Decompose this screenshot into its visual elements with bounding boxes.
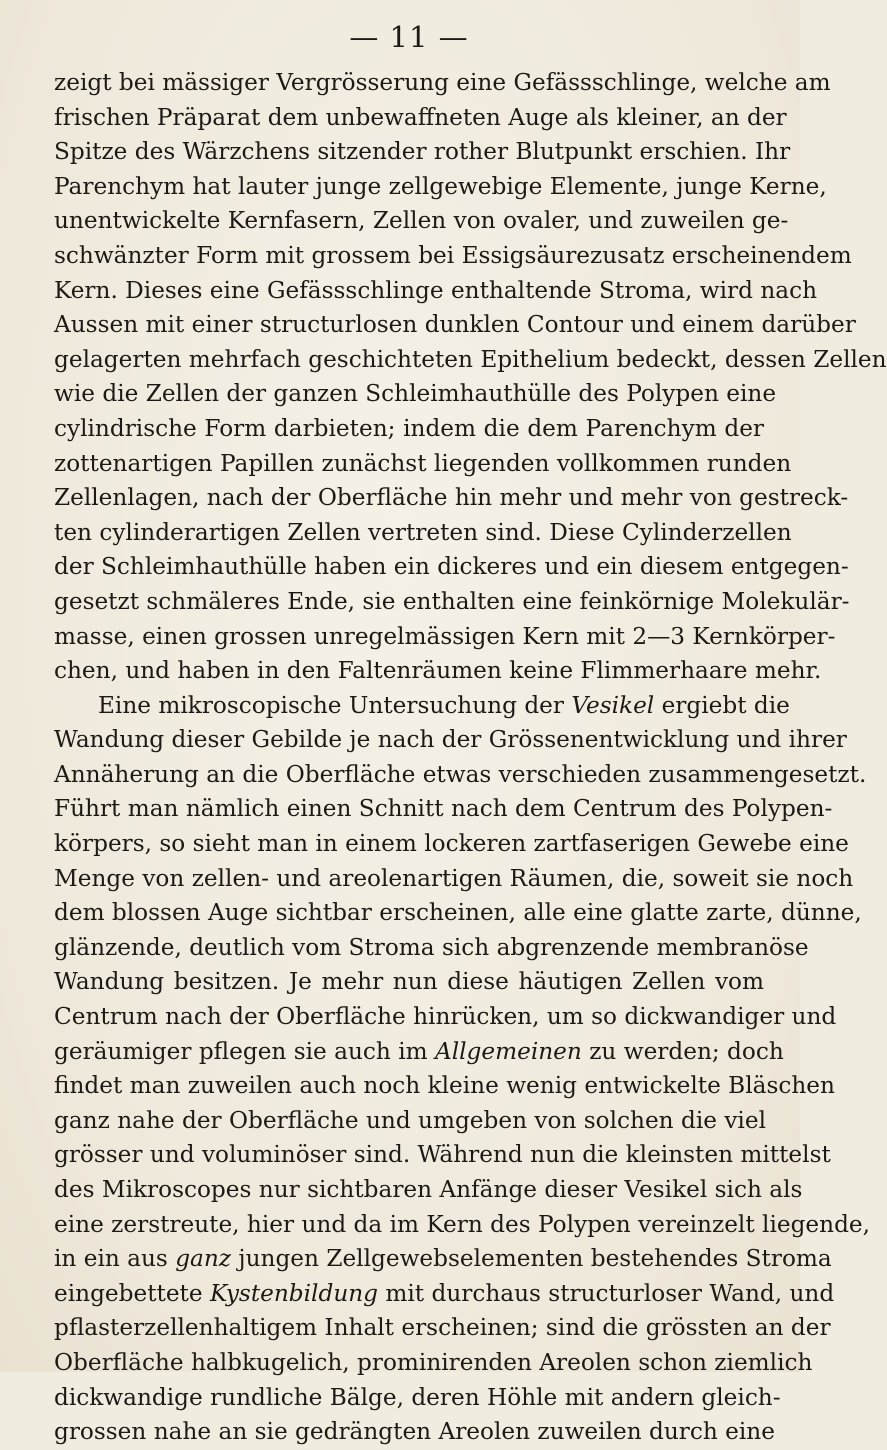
emphasis-allgemeinen: Allgemeinen [434, 1037, 582, 1065]
emphasis-vesikel: Vesikel [571, 691, 655, 719]
text-line: zeigt bei mässiger Vergrösserung eine Gefässschlinge, welche am [54, 69, 831, 96]
text-line: Führt man nämlich einen Schnitt nach dem Centrum des Polypen- [54, 795, 833, 823]
text-line: grösser und voluminöser sind. Während nun die kleinsten mittelst [54, 1141, 831, 1169]
text-line [54, 1277, 835, 1312]
text-line: grossen nahe an sie gedrängten Areolen zuweilen durch eine [54, 1418, 775, 1446]
text-segment: mit durchaus structurloser Wand, und [385, 1279, 835, 1307]
emphasis-kystenbildung: Kystenbildung [209, 1279, 379, 1307]
text-line: Parenchym hat lauter junge zellgewebige Elemente, junge Kerne, [54, 172, 827, 200]
text-line: pflasterzellenhaltigem Inhalt erscheinen; sind die grössten an der [54, 1314, 831, 1342]
paragraph-1 [54, 66, 887, 689]
text-line: ten cylinderartigen Zellen vertreten sind. Diese Cylinderzellen [54, 518, 792, 546]
text-line: Annäherung an die Oberfläche etwas verschieden zusammengesetzt. [54, 760, 867, 788]
text-segment: zu werden; doch [589, 1037, 784, 1065]
text-line: Spitze des Wärzchens sitzender rother Blutpunkt erschien. Ihr [54, 138, 791, 166]
text-segment: Eine mikroscopische Untersuchung der [98, 691, 564, 719]
text-line: chen, und haben in den Faltenräumen keine Flimmerhaare mehr. [54, 657, 822, 685]
text-line: frischen Präparat dem unbewaffneten Auge als kleiner, an der [54, 103, 787, 131]
text-line: findet man zuweilen auch noch kleine wenig entwickelte Bläschen [54, 1072, 835, 1100]
text-line: Centrum nach der Oberfläche hinrücken, um so dickwandiger und [54, 1003, 837, 1031]
paragraph-2 [54, 689, 871, 1450]
text-line: dem blossen Auge sichtbar erscheinen, alle eine glatte zarte, dünne, [54, 899, 862, 927]
text-line [54, 1035, 784, 1070]
text-segment: geräumiger pflegen sie auch im [54, 1037, 428, 1065]
text-segment: eingebettete [54, 1279, 203, 1307]
text-line: Kern. Dieses eine Gefässschlinge enthaltende Stroma, wird nach [54, 276, 818, 304]
text-line: zottenartigen Papillen zunächst liegenden vollkommen runden [54, 449, 792, 477]
body-text [54, 66, 887, 1450]
text-line: Oberfläche halbkugelich, prominirenden Areolen schon ziemlich [54, 1348, 813, 1376]
text-line: Menge von zellen- und areolenartigen Räumen, die, soweit sie noch [54, 864, 854, 892]
text-line: dickwandige rundliche Bälge, deren Höhle mit andern gleich- [54, 1383, 781, 1411]
text-line: Zellenlagen, nach der Oberfläche hin mehr und mehr von gestreck- [54, 484, 849, 512]
text-line: Wandung besitzen. Je mehr nun diese häutigen Zellen vom [54, 968, 764, 996]
text-line: glänzende, deutlich vom Stroma sich abgrenzende membranöse [54, 933, 809, 961]
page-number-header: — 11 — [349, 20, 469, 54]
text-line: masse, einen grossen unregelmässigen Kern mit 2—3 Kernkörper- [54, 622, 836, 650]
text-line: schwänzter Form mit grossem bei Essigsäurezusatz erscheinendem [54, 241, 852, 269]
text-line: wie die Zellen der ganzen Schleimhauthülle des Polypen eine [54, 380, 777, 408]
text-line: cylindrische Form darbieten; indem die dem Parenchym der [54, 414, 764, 442]
text-line: Aussen mit einer structurlosen dunklen Contour und einem darüber [54, 311, 856, 339]
text-line [54, 689, 790, 724]
text-segment: ergiebt die [661, 691, 790, 719]
text-segment: in ein aus [54, 1245, 168, 1273]
emphasis-ganz: ganz [175, 1245, 232, 1273]
text-line: ganz nahe der Oberfläche und umgeben von solchen die viel [54, 1106, 766, 1134]
text-line: der Schleimhauthülle haben ein dickeres und ein diesem entgegen- [54, 553, 849, 581]
text-line: körpers, so sieht man in einem lockeren zartfaserigen Gewebe eine [54, 830, 849, 858]
text-segment: jungen Zellgewebselementen bestehendes Stroma [238, 1245, 832, 1273]
text-line: gesetzt schmäleres Ende, sie enthalten eine feinkörnige Molekulär- [54, 587, 850, 615]
text-line: Wandung dieser Gebilde je nach der Grössenentwicklung und ihrer [54, 726, 847, 754]
text-line [54, 1242, 832, 1277]
text-line: des Mikroscopes nur sichtbaren Anfänge dieser Vesikel sich als [54, 1176, 803, 1203]
text-line: gelagerten mehrfach geschichteten Epithelium bedeckt, dessen Zellen [54, 345, 887, 373]
text-line: unentwickelte Kernfasern, Zellen von ovaler, und zuweilen ge- [54, 207, 789, 235]
text-line: eine zerstreute, hier und da im Kern des Polypen vereinzelt liegende, [54, 1210, 871, 1238]
